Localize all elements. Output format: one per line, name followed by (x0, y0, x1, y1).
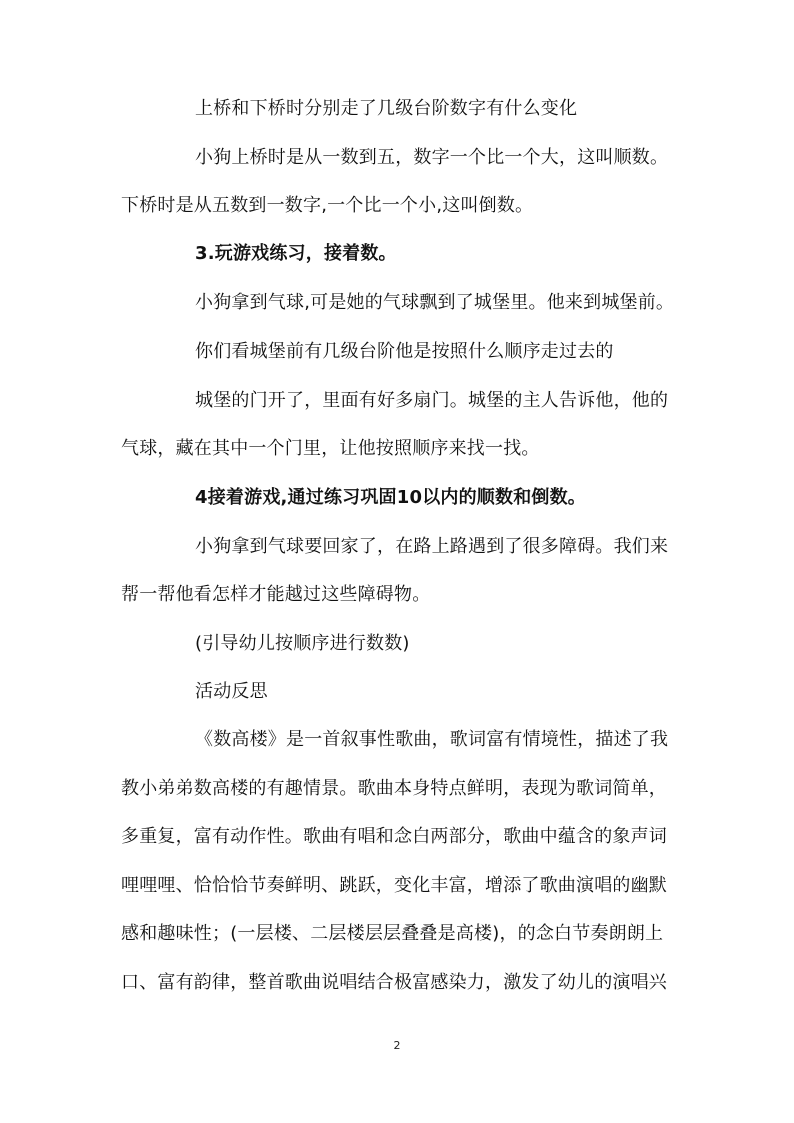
paragraph-line-6: 你们看城堡前有几级台阶他是按照什么顺序走过去的 (195, 341, 614, 362)
paragraph-line-4: 3.玩游戏练习，接着数。 (195, 243, 397, 264)
paragraph-line-13: 《数高楼》是一首叙事性歌曲，歌词富有情境性，描述了我 (195, 729, 669, 750)
page-number: 2 (393, 1039, 401, 1052)
paragraph-line-11: 帮一帮他看怎样才能越过这些障碍物。 (121, 584, 431, 605)
section-heading-reflection: 活动反思 (195, 681, 268, 702)
paragraph-line-10: 小狗拿到气球要回家了，在路上路遇到了很多障碍。我们来 (195, 536, 669, 557)
paragraph-line-16: 哩哩哩、恰恰恰节奏鲜明、跳跃，变化丰富，增添了歌曲演唱的幽默 (121, 875, 667, 896)
paragraph-line-9: 4接着游戏,通过练习巩固10以内的顺数和倒数。 (195, 487, 587, 508)
paragraph-line-17: 感和趣味性；(一层楼、二层楼层层叠叠是高楼)，的念白节奏朗朗上 (121, 923, 664, 944)
paragraph-line-15: 多重复，富有动作性。歌曲有唱和念白两部分，歌曲中蕴含的象声词 (121, 826, 667, 847)
paragraph-line-8: 气球，藏在其中一个门里，让他按照顺序来找一找。 (121, 438, 540, 459)
paragraph-line-3: 下桥时是从五数到一数字,一个比一个小,这叫倒数。 (121, 195, 534, 216)
paragraph-line-7: 城堡的门开了，里面有好多扇门。城堡的主人告诉他，他的 (195, 390, 669, 411)
paragraph-line-14: 教小弟弟数高楼的有趣情景。歌曲本身特点鲜明，表现为歌词简单， (121, 778, 667, 799)
paragraph-line-5: 小狗拿到气球,可是她的气球飘到了城堡里。他来到城堡前。 (195, 292, 675, 313)
paragraph-line-2: 小狗上桥时是从一数到五，数字一个比一个大，这叫顺数。 (195, 147, 669, 168)
paragraph-line-12: (引导幼儿按顺序进行数数) (195, 633, 410, 654)
paragraph-line-18: 口、富有韵律，整首歌曲说唱结合极富感染力，激发了幼儿的演唱兴 (121, 972, 667, 993)
paragraph-line-1: 上桥和下桥时分别走了几级台阶数字有什么变化 (195, 98, 578, 119)
